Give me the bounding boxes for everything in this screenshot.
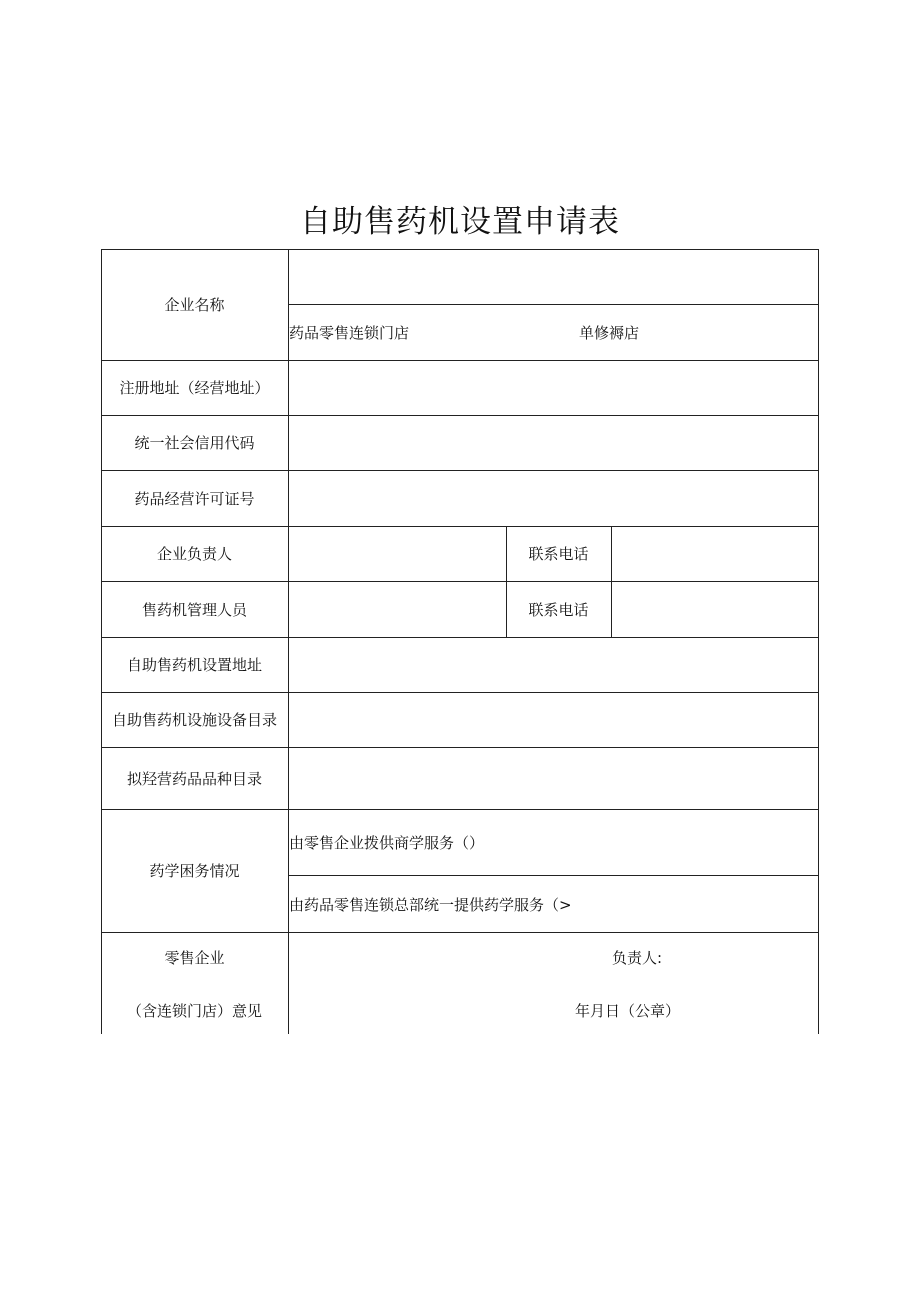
application-form-table xyxy=(101,249,819,1034)
row-divider xyxy=(101,932,819,933)
license-number-label: 药品经营许可证号 xyxy=(134,489,255,508)
form-title: 自助售药机设置申请表 xyxy=(300,204,620,240)
machine-manager-phone-input[interactable] xyxy=(612,582,818,637)
drug-catalog-label: 拟羟营药品品种目录 xyxy=(126,769,262,788)
drug-catalog-input[interactable] xyxy=(289,748,818,809)
machine-manager-input[interactable] xyxy=(289,582,506,637)
enterprise-type-single-option[interactable]: 单修褥店 xyxy=(579,324,640,342)
responsible-person-phone-input[interactable] xyxy=(612,527,818,581)
machine-manager-phone-label: 联系电话 xyxy=(528,600,589,619)
responsible-person-phone-label: 联系电话 xyxy=(528,545,589,563)
pharmacy-service-label: 药学困务情况 xyxy=(149,862,240,880)
equipment-list-label: 自助售药机设施设备目录 xyxy=(111,711,277,729)
license-number-input[interactable] xyxy=(289,471,818,526)
pharmacy-service-option-headquarters[interactable]: 由药品零售连锁总部统一提供药学服务（> xyxy=(289,895,572,914)
machine-address-label: 自助售药机设置地址 xyxy=(126,656,262,674)
opinion-date-seal: 年月日（公章） xyxy=(575,1001,681,1020)
responsible-person-label: 企业负责人 xyxy=(156,545,232,563)
table-border-right xyxy=(818,249,819,1034)
opinion-label-line2: （含连锁门店）意见 xyxy=(126,1001,262,1020)
equipment-list-input[interactable] xyxy=(289,693,818,747)
enterprise-name-label: 企业名称 xyxy=(164,296,225,314)
registered-address-input[interactable] xyxy=(289,361,818,415)
credit-code-label: 统一社会信用代码 xyxy=(134,434,255,452)
pharmacy-service-option-retail[interactable]: 由零售企业拨供商学服务（） xyxy=(289,834,485,852)
opinion-signer-label: 负责人: xyxy=(612,948,663,967)
opinion-label-line1: 零售企业 xyxy=(164,948,225,967)
responsible-person-input[interactable] xyxy=(289,527,506,581)
machine-address-input[interactable] xyxy=(289,638,818,692)
enterprise-type-chain-option[interactable]: 药品零售连锁门店 xyxy=(289,324,410,342)
registered-address-label: 注册地址（经营地址） xyxy=(119,379,270,397)
enterprise-name-input[interactable] xyxy=(289,250,818,304)
credit-code-input[interactable] xyxy=(289,416,818,470)
machine-manager-label: 售药机管理人员 xyxy=(141,600,247,619)
